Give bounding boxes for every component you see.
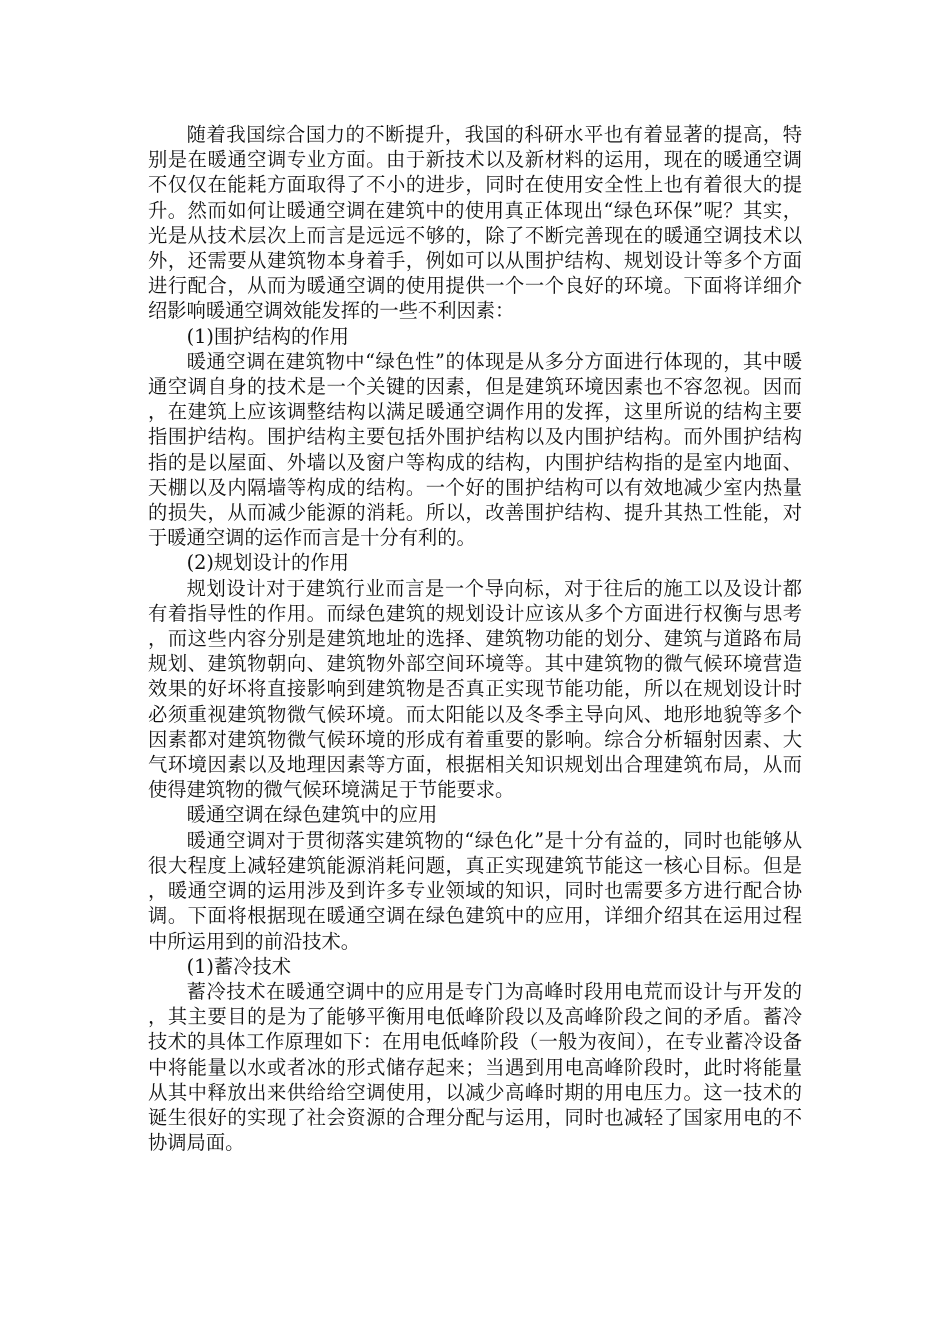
hvac-application-paragraph: 暖通空调对于贯彻落实建筑物的“绿色化”是十分有益的，同时也能够从很大程度上减轻建筑能源消耗问题，真正实现建筑节能这一核心目标。但是，暖通空调的运用涉及到许多专业领域的知识，同时也需要多方进行配合协调。下面将根据现在暖通空调在绿色建筑中的应用，详细介绍其在运用过程中所运用到的前沿技术。	[148, 828, 802, 953]
section-heading-cold-storage: (1)蓄冷技术	[186, 954, 292, 978]
planning-design-paragraph: 规划设计对于建筑行业而言是一个导向标，对于往后的施工以及设计都有着指导性的作用。而绿色建筑的规划设计应该从多个方面进行权衡与思考，而这些内容分别是建筑地址的选择、建筑物功能的划分、建筑与道路布局规划、建筑物朝向、建筑物外部空间环境等。其中建筑物的微气候环境营造效果的好坏将直接影响到建筑物是否真正实现节能功能，所以在规划设计时必须重视建筑物微气候环境。而太阳能以及冬季主导向风、地形地貌等多个因素都对建筑物微气候环境的形成有着重要的影响。综合分析辐射因素、大气环境因素以及地理因素等方面，根据相关知识规划出合理建筑布局，从而使得建筑物的微气候环境满足于节能要求。	[148, 576, 802, 802]
section-heading-hvac-application: 暖通空调在绿色建筑中的应用	[186, 803, 438, 827]
section-heading-planning-design: (2)规划设计的作用	[186, 551, 349, 575]
envelope-structure-paragraph: 暖通空调在建筑物中“绿色性”的体现是从多分方面进行体现的，其中暖通空调自身的技术是一个关键的因素，但是建筑环境因素也不容忽视。因而，在建筑上应该调整结构以满足暖通空调作用的发挥，这里所说的结构主要指围护结构。围护结构主要包括外围护结构以及内围护结构。而外围护结构指的是以屋面、外墙以及窗户等构成的结构，内围护结构指的是室内地面、天棚以及内隔墙等构成的结构。一个好的围护结构可以有效地减少室内热量的损失，从而减少能源的消耗。所以，改善围护结构、提升其热工性能，对于暖通空调的运作而言是十分有利的。	[148, 349, 802, 550]
document-page	[148, 122, 802, 1155]
cold-storage-paragraph: 蓄冷技术在暖通空调中的应用是专门为高峰时段用电荒而设计与开发的，其主要目的是为了能够平衡用电低峰阶段以及高峰阶段之间的矛盾。蓄冷技术的具体工作原理如下：在用电低峰阶段（一般为夜间），在专业蓄冷设备中将能量以水或者冰的形式储存起来；当遇到用电高峰阶段时，此时将能量从其中释放出来供给给空调使用，以减少高峰时期的用电压力。这一技术的诞生很好的实现了社会资源的合理分配与运用，同时也减轻了国家用电的不协调局面。	[148, 979, 802, 1155]
intro-paragraph: 随着我国综合国力的不断提升，我国的科研水平也有着显著的提高，特别是在暖通空调专业方面。由于新技术以及新材料的运用，现在的暖通空调不仅仅在能耗方面取得了不小的进步，同时在使用安全性上也有着很大的提升。然而如何让暖通空调在建筑中的使用真正体现出“绿色环保”呢？其实，光是从技术层次上而言是远远不够的，除了不断完善现在的暖通空调技术以外，还需要从建筑物本身着手，例如可以从围护结构、规划设计等多个方面进行配合，从而为暖通空调的使用提供一个一个良好的环境。下面将详细介绍影响暖通空调效能发挥的一些不利因素：	[148, 123, 802, 323]
section-heading-envelope-structure: (1)围护结构的作用	[186, 324, 349, 348]
